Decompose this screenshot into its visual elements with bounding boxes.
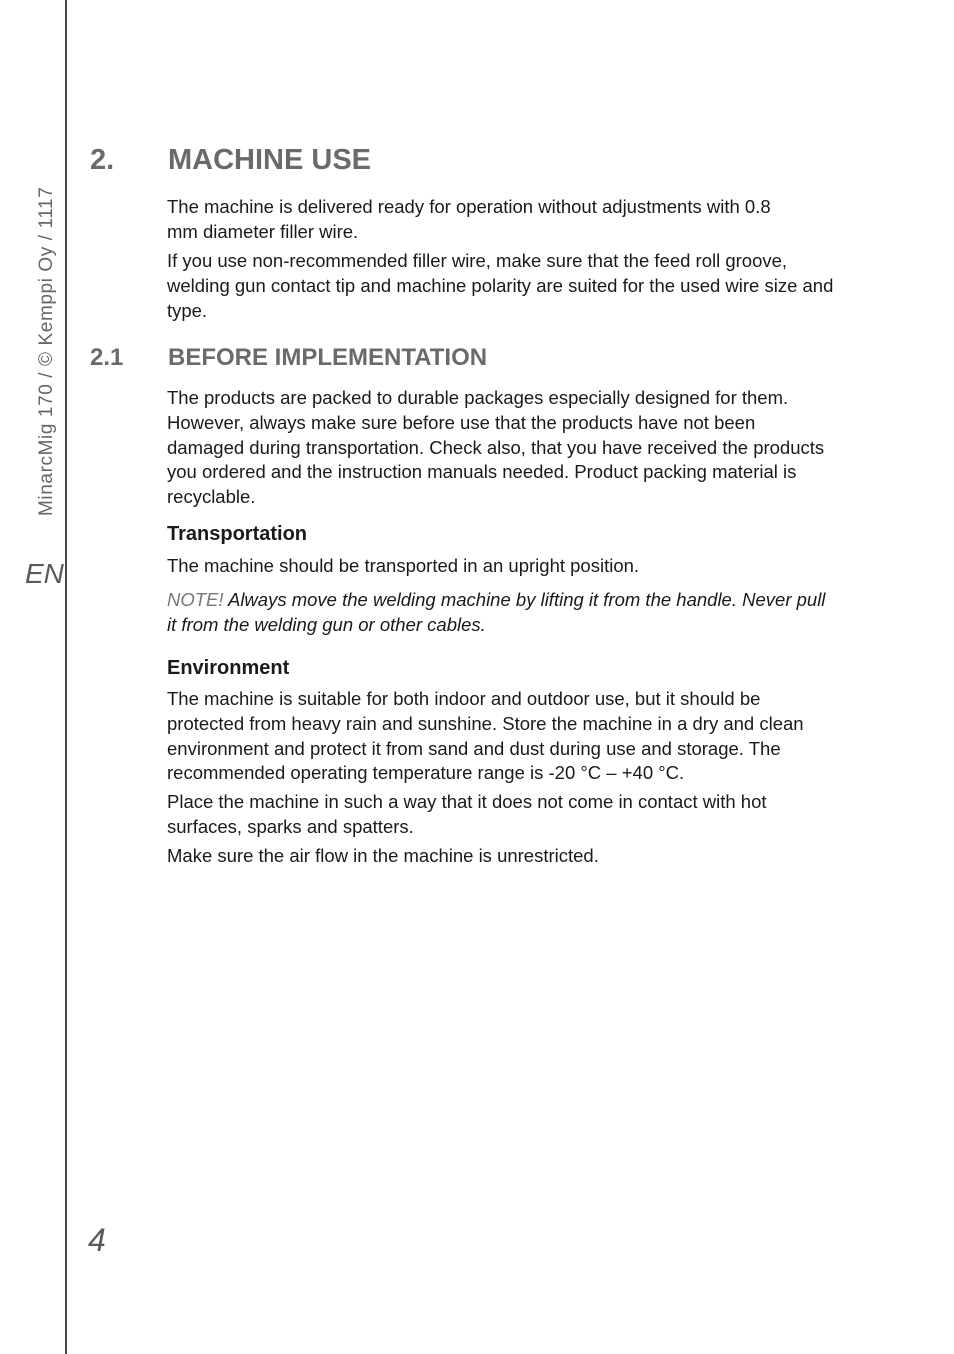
note-label: NOTE! (167, 589, 224, 610)
environment-paragraph-1: The machine is suitable for both indoor and outdoor use, but it should be protected from heavy rain and sunshine. Store the machine in a dry and clean environment and protect it from sand and dust during use and storage. The recommended operating temperature range is -20 °C – +40 °C. (167, 688, 804, 784)
subsection-title: BEFORE IMPLEMENTATION (168, 344, 488, 371)
language-tag: EN (25, 558, 64, 589)
transportation-note (167, 588, 837, 638)
transportation-paragraph: The machine should be transported in an upright position. (167, 555, 640, 576)
environment-paragraph-3: Make sure the air flow in the machine is unrestricted. (167, 845, 599, 866)
transportation-heading: Transportation (167, 523, 308, 545)
section-title: MACHINE USE (168, 144, 372, 176)
section-heading (90, 144, 371, 177)
section-paragraph-1: The machine is delivered ready for operation without adjustments with 0.8 mm diameter filler wire. (167, 196, 771, 242)
note-text: Always move the welding machine by lifting it from the handle. Never pull it from the welding gun or other cables. (167, 589, 826, 635)
environment-heading: Environment (167, 657, 290, 679)
margin-rule (65, 0, 67, 1354)
side-caption: MinarcMig 170 / © Kemppi Oy / 1117 (36, 186, 57, 516)
page-number: 4 (88, 1222, 106, 1258)
subsection-heading (90, 344, 487, 372)
environment-paragraph-2: Place the machine in such a way that it does not come in contact with hot surfaces, sparks and spatters. (167, 791, 767, 837)
section-number: 2. (90, 144, 115, 176)
subsection-number: 2.1 (90, 344, 124, 371)
section-paragraph-2: If you use non-recommended filler wire, make sure that the feed roll groove, welding gun contact tip and machine polarity are suited for the used wire size and type. (167, 250, 834, 321)
subsection-paragraph: The products are packed to durable packages especially designed for them. However, always make sure before use that the products have not been damaged during transportation. Check also, that you have received the products you ordered and the instruction manuals needed. Product packing material is recyclable. (167, 387, 825, 508)
